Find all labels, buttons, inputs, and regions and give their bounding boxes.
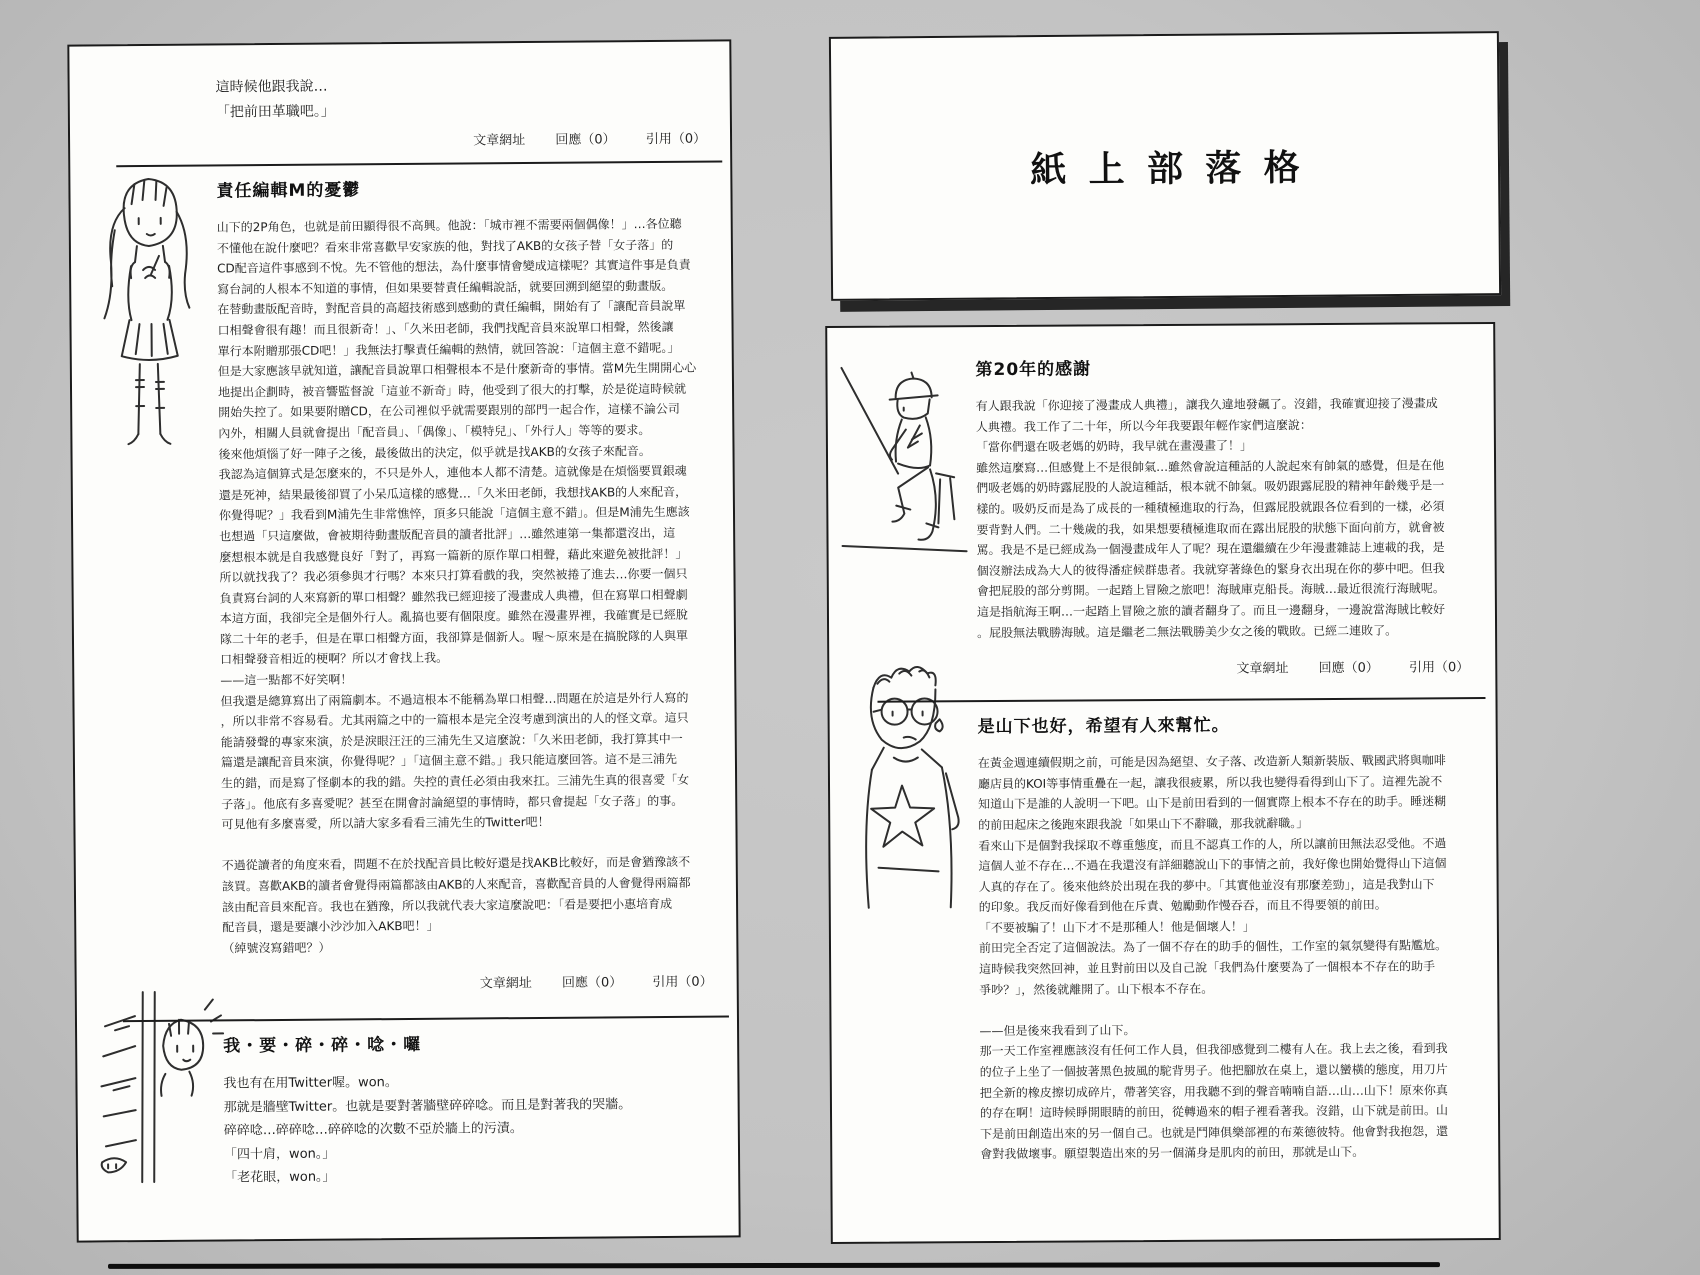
- entry-divider: [116, 160, 722, 167]
- comments-link[interactable]: 回應（0）: [1318, 660, 1379, 677]
- book-edge-line: [108, 1262, 1440, 1269]
- permalink-link[interactable]: 文章網址: [473, 133, 526, 149]
- entry-body-20th-year: 有人跟我說「你迎接了漫畫成人典禮」，讓我久違地發飆了。沒錯，我確實迎接了漫畫成 人典禮。我工作了二十年，所以今年我要跟年輕作家們這麼說： 「當你們還在吸老媽的奶時，我早就在畫漫畫了！」 雖然這麼寫…但感覺上不是很帥氣…雖然會說這種話的人說起來有帥氣的感覺，但是在他 們吸老媽的奶時露屁股的人說這種話，根本就不帥氣。吸奶跟露屁股的精神年齡幾乎是一 樣的。吸奶反而是為了成長的一種積極進取的行為，但露屁股就跟各位看到的一樣，必須 要背對人們。二十幾歲的我，如果想要積極進取而在露出屁股的狀態下面向前方，就會被 罵。我是不是已經成為一個漫畫成年人了呢？現在還繼續在少年漫畫雜誌上連載的我，是 個沒辦法成為大人的彼得潘症候群患者。我就穿著綠色的緊身衣出現在你的夢中吧。但我 會把屁股的部分剪開。一起踏上冒險之旅吧！海賊庫克船長。海賊…最近很流行海賊呢。 這是指航海王啊…一起踏上冒險之旅的讀者翻身了。而且一邊翻身，一邊說當海賊比較好 。屁股無法戰勝海賊。這是繼老二無法戰勝美少女之後的戰敗。已經二連敗了。: [975, 396, 1446, 640]
- page-title-banner: [829, 31, 1501, 301]
- entry-title-20th-year: 第20年的感謝: [975, 359, 1092, 381]
- entry-body-mutter: 我也有在用Twitter喔。won。 那就是牆壁Twitter。也就是要對著牆壁碎碎唸。而且是對著我的哭牆。 碎碎唸…碎碎唸…碎碎唸的次數不亞於牆上的污漬。 「四十肩，won。」 「老花眼，won。」: [223, 1075, 632, 1186]
- entry-title-yamashita: 是山下也好，希望有人來幫忙。: [977, 715, 1230, 738]
- entry-divider: [123, 1016, 729, 1023]
- left-page-panel: [67, 39, 740, 1242]
- trackback-link[interactable]: 引用（0）: [645, 131, 707, 148]
- entry-body-editor-m: 山下的2P角色，也就是前田顯得很不高興。他說：「城市裡不需要兩個偶像！」…各位聽 不懂他在說什麼吧？看來非常喜歡早安家族的他，對找了AKB的女孩子替「女子落」的 CD配音這件事感到不悅。先不管他的想法，為什麼事情會變成這樣呢？其實這件事是負責 寫台詞的人根本不知道的事情，但如果要替責任編輯說話，就要回溯到絕望的動畫版。 在替動畫版配音時，對配音員的高超技術感到感動的責任編輯，開始有了「讓配音員說單 口相聲會很有趣！而且很新奇！」、「久米田老師，我們找配音員來說單口相聲，然後讓 單行本附贈那張CD吧！」我無法打擊責任編輯的熱情，就回答說：「這個主意不錯呢。」 但是大家應該早就知道，讓配音員說單口相聲根本不是什麼新奇的事情。當M先生開開心心 地提出企劃時，被音響監督說「這並不新奇」時，他受到了很大的打擊，於是從這時候就 開始失控了。如果要附贈CD，在公司裡似乎就需要跟別的部門一起合作，這樣不論公司 內外，相關人員就會提出「配音員」、「偶像」、「模特兒」、「外行人」等等的要求。 後來他煩惱了好一陣子之後，最後做出的決定，似乎就是找AKB的女孩子來配音。 我認為這個算式是怎麼來的，不只是外人，連他本人都不清楚。這就像是在煩惱要買銀魂 還是死神，結果最後卻買了小呆瓜這樣的感覺…「久米田老師，我想找AKB的人來配音， 你覺得呢？」我看到M浦先生非常憔悴，頂多只能說「這個主意不錯」。但是M浦先生應該 也想過「只這麼做，會被期待動畫版配音員的讀者批評」…雖然連第一集都還沒出，這 麼想根本就是自我感覺良好「對了，再寫一篇新的原作單口相聲，藉此來避免被批評！」 所以就找我了？我必須參與才行嗎？本來只打算看戲的我，突然被捲了進去…你要一個只 負責寫台詞的人來寫新的單口相聲？雖然我已經迎接了漫畫成人典禮，但在寫單口相聲劇 本這方面，我卻完全是個外行人。亂搞也要有個限度。雖然在漫畫界裡，我確實是已經脫 隊二十年的老手，但是在單口相聲方面，我卻算是個新人。喔～原來是在搞脫隊的人與單 口相聲發音相近的梗啊？所以才會找上我。 ——這一點都不好笑啊！ 但我還是總算寫出了兩篇劇本。不過這根本不能稱為單口相聲…問題在於這是外行人寫的 ，所以非常不容易看。尤其兩篇之中的一篇根本是完全沒考慮到演出的人的怪文章。這只 能請發聲的專家來演，於是淚眼汪汪的三浦先生又這麼說：「久米田老師，我打算其中一 篇還是讓配音員來演，你覺得呢？」「這個主意不錯。」我只能這麼回答。這不是三浦先 生的錯，而是寫了怪劇本的我的錯。失控的責任必須由我來扛。三浦先生真的很喜愛「女 子落」。他底有多喜愛呢？甚至在開會討論絕望的事情時，都只會提起「女子落」的事。 可見他有多麼喜愛，所以請大家多看看三浦先生的Twitter吧！ 不過從讀者的角度來看，問題不在於找配音員比較好還是找AKB比較好，而是會猶豫該不 該買。喜歡AKB的讀者會覺得兩篇都該由AKB的人來配音，喜歡配音員的人會覺得兩篇都 該由配音員來配音。我也在猶豫，所以我就代表大家這麼說吧：「看是要把小惠培育成 配音員，還是要讓小沙沙加入AKB吧！」 （綽號沒寫錯吧？）: [216, 216, 697, 956]
- post-meta-row: [216, 127, 722, 150]
- comments-link[interactable]: 回應（0）: [555, 132, 616, 148]
- permalink-link[interactable]: 文章網址: [1236, 661, 1289, 677]
- right-page-panel: [825, 322, 1501, 1244]
- entry-divider: [877, 697, 1485, 703]
- post-meta-row: [977, 656, 1485, 678]
- intro-quote-text: 這時候他跟我說… 「把前田革職吧。」: [215, 78, 335, 121]
- entry-body-yamashita: 在黃金週連續假期之前，可能是因為絕望、女子落、改造新人類新裝版、戰國武將與咖啡 廳店員的KOI等事情重疊在一起，讓我很疲累，所以我也變得看得到山下了。這裡先說不 知道山下是誰的人說明一下吧。山下是前田看到的一個實際上根本不存在的助手。睡迷糊 的前田起床之後跑來跟我說「如果山下不辭職，那我就辭職。」 看來山下是個對我採取不尊重態度，而且不認真工作的人，所以讓前田無法忍受他。不過 這個人並不存在…不過在我還沒有詳細聽說山下的事情之前，我好像也開始覺得山下這個 人真的存在了。後來他終於出現在我的夢中。「其實他並沒有那麼差勁」，這是我對山下 的印象。我反而好像看到他在斥責、勉勵動作慢吞吞，而且不得要領的前田。 「不要被騙了！山下才不是那種人！他是個壞人！」 前田完全否定了這個說法。為了一個不存在的助手的個性，工作室的氣氛變得有點尷尬。 這時候我突然回神，並且對前田以及自己說「我們為什麼要為了一個根本不存在的助手 爭吵？」，然後就離開了。山下根本不存在。 ——但是後來我看到了山下。 那一天工作室裡應該沒有任何工作人員，但我卻感覺到二樓有人在。我上去之後，看到我 的位子上坐了一個披著黑色披風的駝背男子。他把腳放在桌上，還以蠻橫的態度，用刀片 把全新的橡皮擦切成碎片，帶著笑容，用我聽不到的聲音喃喃自語…山…山下！原來你真 的存在啊！這時候睜開眼睛的前田，從轉過來的帽子裡看著我。沒錯，山下就是前田。山 下是前田創造出來的另一個自己。也就是鬥陣俱樂部裡的布萊德彼特。他會對我抱怨，還 會對我做壞事。願望製造出來的另一個滿身是肌肉的前田，那就是山下。: [977, 753, 1449, 1162]
- trackback-link[interactable]: 引用（0）: [652, 974, 713, 991]
- entry-title-editor-m: 責任編輯M的憂鬱: [216, 180, 361, 202]
- comments-link[interactable]: 回應（0）: [561, 975, 623, 992]
- page-title: 紙上部落格: [1030, 147, 1323, 191]
- post-meta-row: [223, 971, 729, 994]
- trackback-link[interactable]: 引用（0）: [1408, 660, 1470, 676]
- entry-title-mutter: 我・要・碎・碎・唸・囉: [223, 1035, 422, 1057]
- permalink-link[interactable]: 文章網址: [479, 976, 532, 992]
